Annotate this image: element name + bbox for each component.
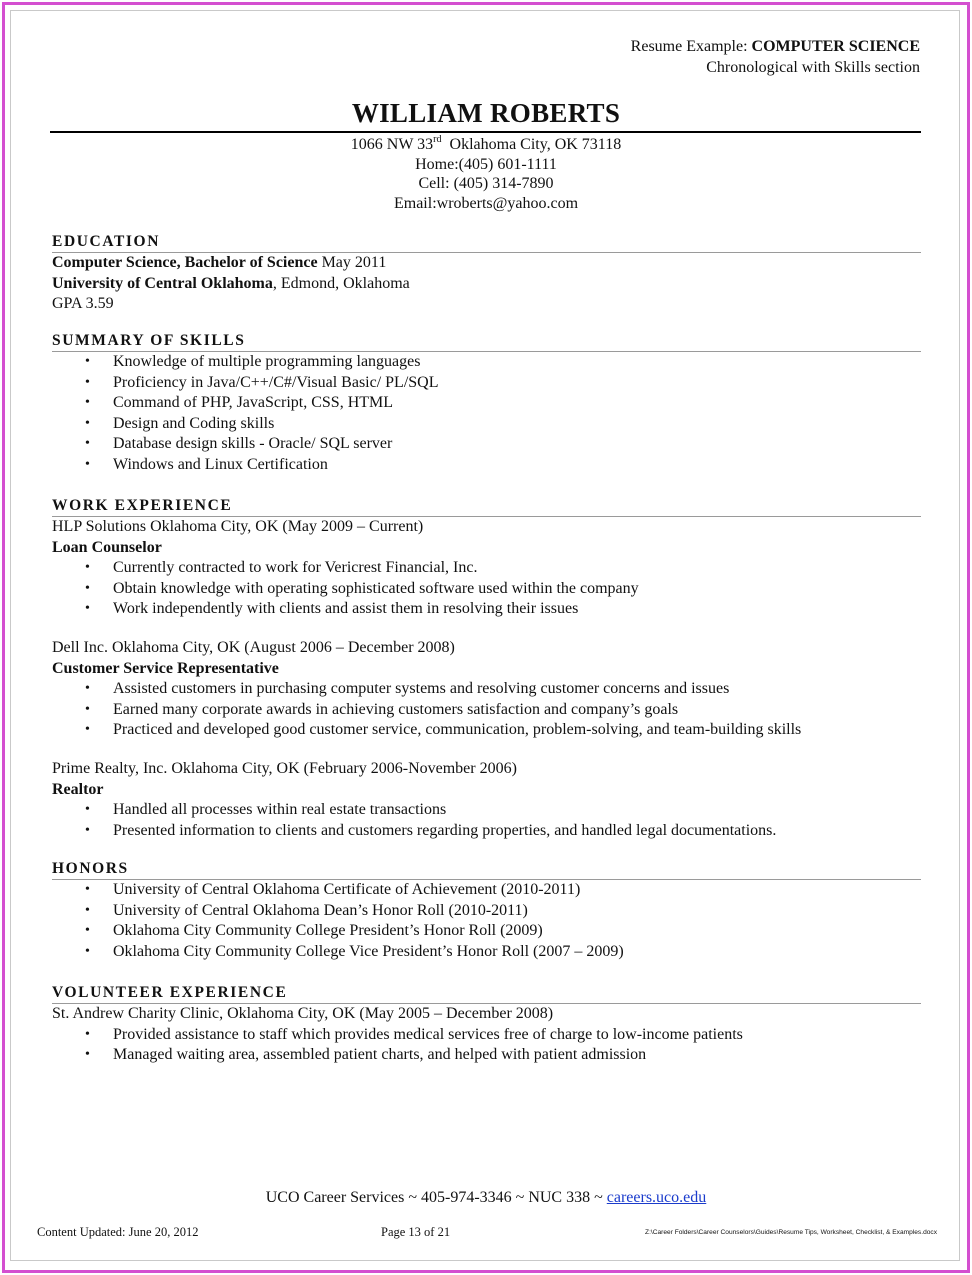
honors-list (52, 880, 921, 962)
list-item: • Command of PHP, JavaScript, CSS, HTML (52, 393, 921, 414)
section-heading: WORK EXPERIENCE (52, 497, 921, 517)
list-item: • Currently contracted to work for Vericrest Financial, Inc. (52, 558, 921, 579)
bullet-icon: • (85, 1026, 90, 1042)
bullet-icon: • (85, 902, 90, 918)
job-bullets (52, 558, 921, 620)
list-item: • Database design skills - Oracle/ SQL server (52, 434, 921, 455)
contact-block (0, 135, 972, 213)
list-item: • University of Central Oklahoma Dean’s Honor Roll (2010-2011) (52, 901, 921, 922)
bullet-icon: • (85, 802, 90, 818)
bullet-icon: • (85, 354, 90, 369)
list-item: • Design and Coding skills (52, 414, 921, 435)
job-employer: HLP Solutions Oklahoma City, OK (May 2009 – Current) (52, 518, 424, 535)
list-item: • Proficiency in Java/C++/C#/Visual Basic/ PL/SQL (52, 373, 921, 394)
volunteer-section (52, 984, 921, 1066)
education-section (52, 233, 921, 315)
name-divider (50, 131, 921, 133)
list-item: • Knowledge of multiple programming languages (52, 352, 921, 373)
volunteer-org: St. Andrew Charity Clinic, Oklahoma City, OK (May 2005 – December 2008) (52, 1005, 554, 1022)
job-entry (52, 759, 921, 841)
bullet-icon: • (85, 722, 90, 738)
home-phone: Home:(405) 601-1111 (415, 155, 557, 173)
list-item: • Presented information to clients and customers regarding properties, and handled legal documentations. (52, 821, 921, 842)
section-heading: SUMMARY OF SKILLS (52, 332, 921, 352)
gpa-line: GPA 3.59 (52, 295, 114, 313)
bullet-icon: • (85, 601, 90, 617)
list-item: • Earned many corporate awards in achieving customers satisfaction and company’s goals (52, 700, 921, 721)
bullet-icon: • (85, 923, 90, 939)
example-format: Chronological with Skills section (706, 59, 920, 76)
skills-section (52, 332, 921, 476)
bullet-icon: • (85, 415, 90, 431)
example-field: COMPUTER SCIENCE (751, 38, 920, 55)
work-section (52, 497, 921, 841)
bullet-icon: • (85, 374, 90, 390)
job-employer: Dell Inc. Oklahoma City, OK (August 2006 – December 2008) (52, 638, 455, 656)
bullet-icon: • (85, 882, 90, 897)
job-entry (52, 638, 921, 741)
careers-link[interactable]: careers.uco.edu (606, 1189, 707, 1206)
page-number: Page 13 of 21 (381, 1225, 451, 1239)
list-item: • Assisted customers in purchasing computer systems and resolving customer concerns and issues (52, 679, 921, 700)
example-header (631, 36, 920, 78)
bullet-icon: • (85, 943, 90, 959)
content-updated: Content Updated: June 20, 2012 (37, 1225, 199, 1239)
job-entry (52, 517, 921, 620)
bullet-icon: • (85, 701, 90, 717)
file-path: Z:\Career Folders\Career Counselors\Guides\Resume Tips, Worksheet, Checklist, & Examples.docx (645, 1229, 937, 1236)
job-title: Realtor (52, 780, 104, 798)
bullet-icon: • (85, 456, 90, 472)
job-title: Loan Counselor (52, 538, 162, 556)
list-item: • Obtain knowledge with operating sophisticated software used within the company (52, 579, 921, 600)
bullet-icon: • (85, 560, 90, 576)
job-title: Customer Service Representative (52, 659, 279, 677)
candidate-name: WILLIAM ROBERTS (351, 98, 621, 128)
list-item: • Managed waiting area, assembled patient charts, and helped with patient admission (52, 1045, 921, 1066)
list-item: • Windows and Linux Certification (52, 455, 921, 476)
address: 1066 NW 33rd Oklahoma City, OK 73118 (350, 134, 622, 153)
list-item: • University of Central Oklahoma Certificate of Achievement (2010-2011) (52, 880, 921, 901)
bullet-icon: • (85, 681, 90, 697)
job-employer: Prime Realty, Inc. Oklahoma City, OK (February 2006-November 2006) (52, 759, 517, 777)
bullet-icon: • (85, 1047, 90, 1063)
bullet-icon: • (85, 580, 90, 596)
list-item: • Provided assistance to staff which provides medical services free of charge to low-income patients (52, 1025, 921, 1046)
bullet-icon: • (85, 436, 90, 452)
list-item: • Handled all processes within real estate transactions (52, 800, 921, 821)
school-line: University of Central Oklahoma, Edmond, Oklahoma (52, 274, 410, 292)
bullet-icon: • (85, 395, 90, 411)
section-heading: HONORS (52, 860, 921, 880)
email: Email:wroberts@yahoo.com (393, 194, 579, 212)
volunteer-bullets (52, 1025, 921, 1066)
degree-line: Computer Science, Bachelor of Science May 2011 (52, 254, 387, 271)
list-item: • Practiced and developed good customer service, communication, problem-solving, and team-building skills (52, 720, 921, 741)
section-heading: EDUCATION (52, 233, 921, 253)
job-bullets (52, 679, 921, 741)
job-bullets (52, 800, 921, 841)
honors-section (52, 860, 921, 962)
list-item: • Work independently with clients and assist them in resolving their issues (52, 599, 921, 620)
cell-phone: Cell: (405) 314-7890 (418, 175, 554, 192)
bullet-icon: • (85, 822, 90, 838)
example-title: Resume Example: COMPUTER SCIENCE (630, 38, 920, 55)
section-heading: VOLUNTEER EXPERIENCE (52, 984, 921, 1004)
list-item: • Oklahoma City Community College President’s Honor Roll (2009) (52, 921, 921, 942)
career-services-footer: UCO Career Services ~ 405-974-3346 ~ NUC 338 ~ careers.uco.edu (265, 1189, 707, 1206)
skills-list (52, 352, 921, 476)
list-item: • Oklahoma City Community College Vice President’s Honor Roll (2007 – 2009) (52, 942, 921, 963)
